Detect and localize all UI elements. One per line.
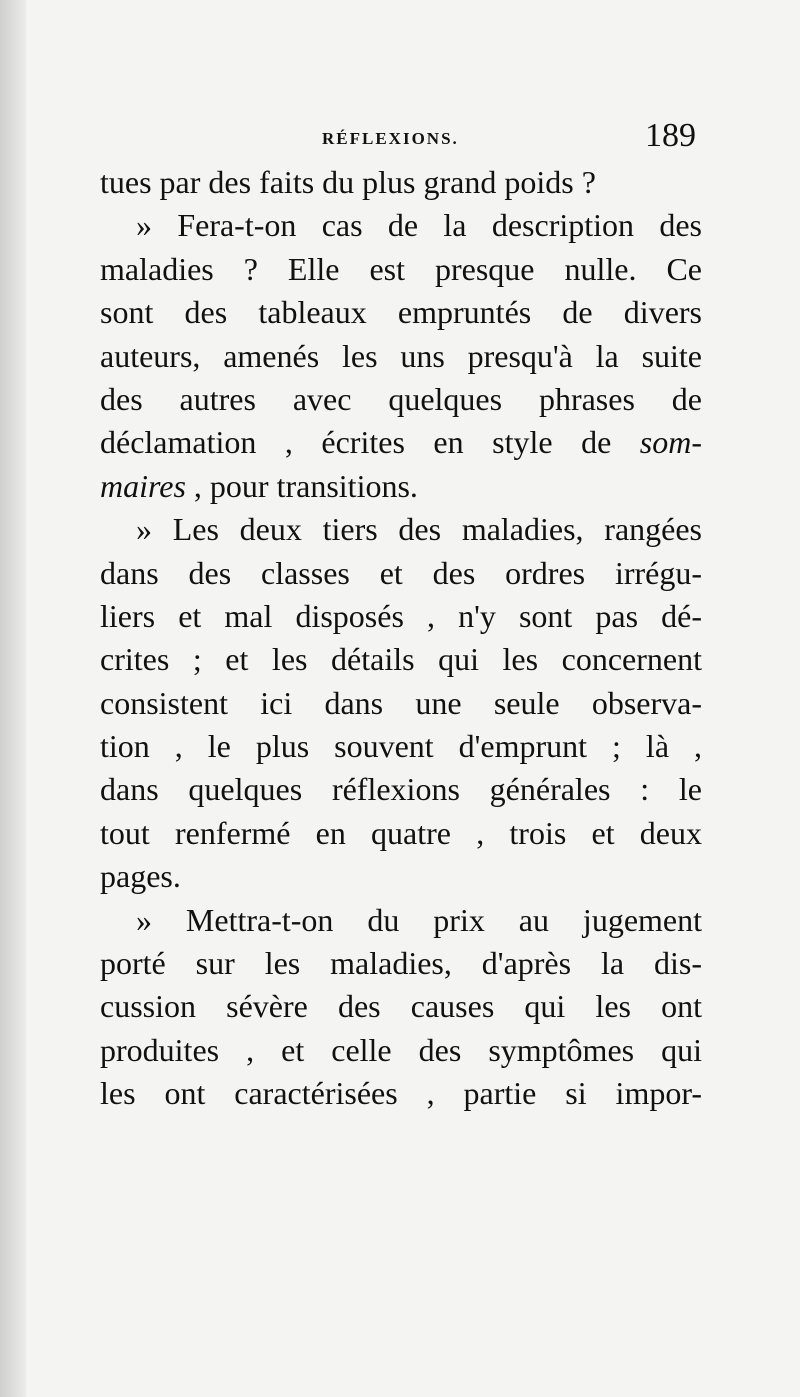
text-line: auteurs, amenés les uns presqu'à la suite — [100, 337, 702, 374]
page-gutter-shadow — [0, 0, 26, 1397]
text-run: déclamation , écrites en style de — [100, 424, 640, 461]
text-line: » Les deux tiers des maladies, rangées — [136, 511, 702, 548]
text-run: , pour transitions. — [185, 467, 418, 504]
text-line: » Fera-t-on cas de la description des — [136, 207, 702, 244]
text-line: des autres avec quelques phrases de — [100, 380, 702, 417]
text-line: consistent ici dans une seule observa- — [100, 684, 702, 721]
text-line: » Mettra-t-on du prix au jugement — [136, 901, 702, 938]
text-line: porté sur les maladies, d'après la dis- — [100, 945, 702, 982]
text-line: tues par des faits du plus grand poids ? — [100, 164, 596, 200]
text-line: dans quelques réflexions générales : le — [100, 771, 702, 808]
text-line: tout renfermé en quatre , trois et deux — [100, 814, 702, 851]
text-line — [100, 421, 702, 464]
text-line: pages. — [100, 858, 181, 895]
running-head-title: RÉFLEXIONS. — [322, 129, 459, 148]
text-line: dans des classes et des ordres irrégu- — [100, 554, 702, 591]
text-line: sont des tableaux empruntés de divers — [100, 294, 702, 331]
text-line: tion , le plus souvent d'emprunt ; là , — [100, 728, 702, 765]
italic-run: maires — [100, 467, 186, 504]
text-block — [100, 117, 702, 1116]
italic-run: som- — [639, 424, 702, 461]
text-line: maladies ? Elle est presque nulle. Ce — [100, 250, 702, 287]
text-line: cussion sévère des causes qui les ont — [100, 988, 702, 1025]
text-line — [100, 465, 702, 508]
page-number: 189 — [645, 117, 696, 154]
text-line: les ont caractérisées , partie si impor- — [100, 1075, 702, 1112]
text-line: liers et mal disposés , n'y sont pas dé- — [100, 597, 702, 634]
text-line: crites ; et les détails qui les concernent — [100, 641, 702, 678]
text-line: produites , et celle des symptômes qui — [100, 1031, 702, 1068]
running-head — [100, 117, 702, 161]
